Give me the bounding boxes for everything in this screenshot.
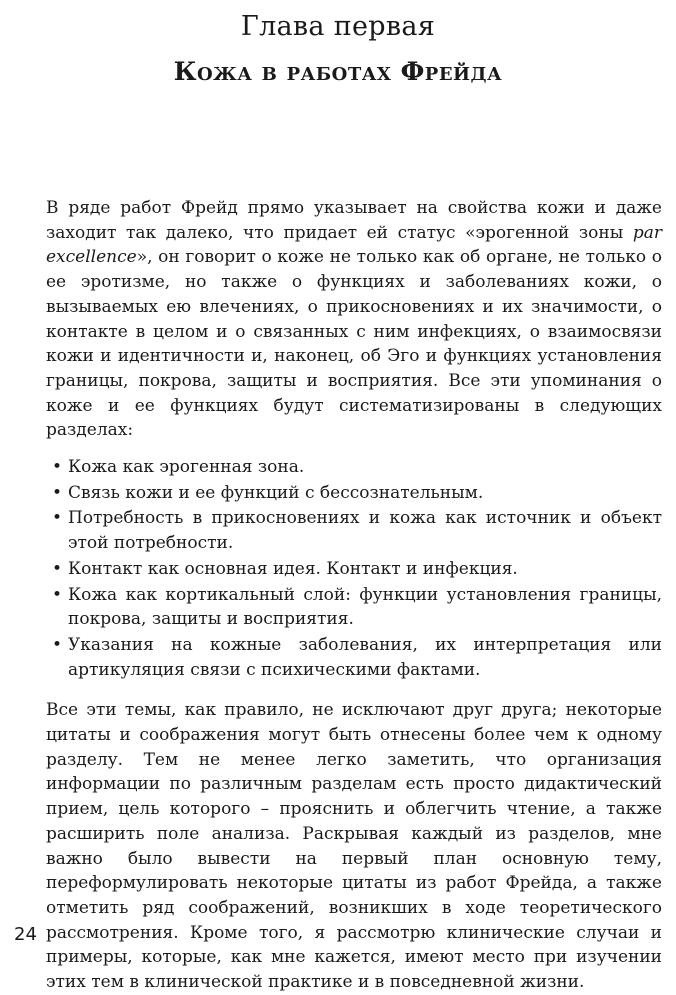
bullet-icon: • xyxy=(52,634,63,655)
list-item-text: Кожа как кортикальный слой: функции установления границы, покрова, защиты и восприятия. xyxy=(68,584,662,630)
sections-list xyxy=(46,455,662,682)
bullet-icon: • xyxy=(52,584,63,605)
intro-paragraph xyxy=(46,196,662,443)
page-number: 24 xyxy=(14,924,37,945)
intro-text-end: », он говорит о коже не только как об органе, не только о ее эротизме, но также о функциях и заболеваниях кожи, о вызываемых ею влечениях, о прикосновениях и их значимости, о контакте в целом и о связанных с ним инфекциях, о взаимосвязи кожи и идентичности и, наконец, об Эго и функциях установления границы, покрова, защиты и восприятия. Все эти упоминания о коже и ее функциях будут систематизированы в следующих разделах: xyxy=(46,247,662,441)
list-item xyxy=(46,455,662,480)
closing-paragraph: Все эти темы, как правило, не исключают друг друга; некоторые цитаты и соображения могут быть отнесены более чем к одному разделу. Тем не менее легко заметить, что организация информации по различным разделам есть просто дидактический прием, цель которого – прояснить и облегчить чтение, а также расширить поле анализа. Раскрывая каждый из разделов, мне важно было вывести на первый план основную тему, переформулировать некоторые цитаты из работ Фрейда, а также отметить ряд соображений, возникших в ходе теоретического рассмотрения. Кроме того, я рассмотрю клинические случаи и примеры, которые, как мне кажется, имеют место при изучении этих тем в клинической практике и в повседневной жизни. xyxy=(46,700,662,993)
bullet-icon: • xyxy=(52,482,63,503)
chapter-label: Глава первая xyxy=(240,11,436,42)
intro-italic: par excellence xyxy=(46,222,662,268)
list-item-text: Связь кожи и ее функций с бессознательным. xyxy=(68,482,484,503)
list-item xyxy=(46,506,662,555)
list-item xyxy=(46,481,662,506)
list-item-text: Контакт как основная идея. Контакт и инфекция. xyxy=(68,558,518,579)
list-item-text: Кожа как эрогенная зона. xyxy=(68,457,305,478)
list-item xyxy=(46,583,662,632)
list-item-text: Потребность в прикосновениях и кожа как источник и объект этой потребности. xyxy=(68,508,662,554)
list-item-text: Указания на кожные заболевания, их интерпретация или артикуляция связи с психическими фактами. xyxy=(68,634,662,680)
bullet-icon: • xyxy=(52,558,63,579)
intro-text-start: В ряде работ Фрейд прямо указывает на свойства кожи и даже заходит так далеко, что придает ей статус «эрогенной зоны xyxy=(46,198,662,243)
list-item xyxy=(46,633,662,682)
bullet-icon: • xyxy=(52,508,63,529)
list-item xyxy=(46,557,662,582)
bullet-icon: • xyxy=(52,457,63,478)
chapter-title: Кожа в работах Фрейда xyxy=(173,57,503,86)
page-body xyxy=(46,196,662,995)
